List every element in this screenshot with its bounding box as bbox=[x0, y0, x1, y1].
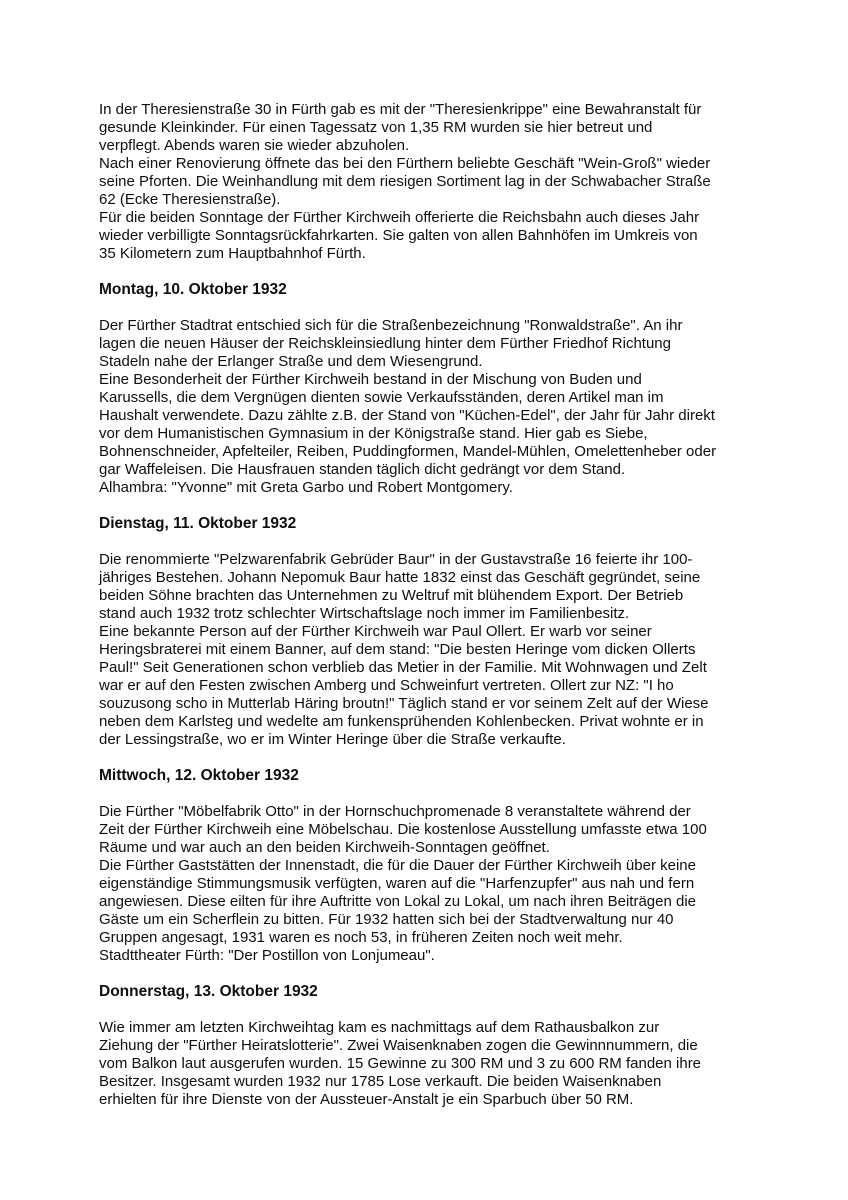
text-line: vom Balkon laut ausgerufen wurden. 15 Gewinne zu 300 RM und 3 zu 600 RM fanden ihre bbox=[99, 1055, 702, 1072]
text-line: neben dem Karlsteg und wedelte am funkensprühenden Kohlenbecken. Privat wohnte er in bbox=[99, 713, 704, 730]
section-heading: Montag, 10. Oktober 1932 bbox=[99, 281, 287, 298]
text-line: Karussells, die dem Vergnügen dienten sowie Verkaufsständen, deren Artikel man im bbox=[99, 389, 664, 406]
text-line: Die Fürther Gaststätten der Innenstadt, die für die Dauer der Fürther Kirchweih über keine bbox=[99, 857, 696, 874]
text-line: Zeit der Fürther Kirchweih eine Möbelschau. Die kostenlose Ausstellung umfasste etwa 100 bbox=[99, 821, 707, 838]
text-line: gesunde Kleinkinder. Für einen Tagessatz von 1,35 RM wurden sie hier betreut und bbox=[99, 119, 653, 136]
text-line: Räume und war auch an den beiden Kirchweih-Sonntagen geöffnet. bbox=[99, 839, 550, 856]
text-line: Wie immer am letzten Kirchweihtag kam es nachmittags auf dem Rathausbalkon zur bbox=[99, 1019, 660, 1036]
text-line: angewiesen. Diese eilten für ihre Auftritte von Lokal zu Lokal, um nach ihren Beiträgen die bbox=[99, 893, 697, 910]
text-line: Stadeln nahe der Erlanger Straße und dem Wiesengrund. bbox=[99, 353, 483, 370]
text-line: vor dem Humanistischen Gymnasium in der Königstraße stand. Hier gab es Siebe, bbox=[99, 425, 648, 442]
document-page bbox=[99, 101, 779, 1109]
text-line: wieder verbilligte Sonntagsrückfahrkarten. Sie galten von allen Bahnhöfen im Umkreis von bbox=[99, 227, 698, 244]
text-line: Besitzer. Insgesamt wurden 1932 nur 1785 Lose verkauft. Die beiden Waisenknaben bbox=[99, 1073, 662, 1090]
text-line: 35 Kilometern zum Hauptbahnhof Fürth. bbox=[99, 245, 366, 262]
text-line: Bohnenschneider, Apfelteiler, Reiben, Puddingformen, Mandel-Mühlen, Omelettenheber oder bbox=[99, 443, 717, 460]
text-line: lagen die neuen Häuser der Reichskleinsiedlung hinter dem Fürther Friedhof Richtung bbox=[99, 335, 671, 352]
text-line: verpflegt. Abends waren sie wieder abzuholen. bbox=[99, 137, 410, 154]
text-line: Alhambra: "Yvonne" mit Greta Garbo und Robert Montgomery. bbox=[99, 479, 513, 496]
text-line: Die renommierte "Pelzwarenfabrik Gebrüder Baur" in der Gustavstraße 16 feierte ihr 100- bbox=[99, 551, 693, 568]
text-line: erhielten für ihre Dienste von der Aussteuer-Anstalt je ein Sparbuch über 50 RM. bbox=[99, 1091, 634, 1108]
text-line: Für die beiden Sonntage der Fürther Kirchweih offerierte die Reichsbahn auch dieses Jahr bbox=[99, 209, 700, 226]
text-line: Die Fürther "Möbelfabrik Otto" in der Hornschuchpromenade 8 veranstaltete während der bbox=[99, 803, 691, 820]
text-line: seine Pforten. Die Weinhandlung mit dem riesigen Sortiment lag in der Schwabacher Straße bbox=[99, 173, 711, 190]
text-line: gar Waffeleisen. Die Hausfrauen standen täglich dicht gedrängt vor dem Stand. bbox=[99, 461, 626, 478]
text-line: 62 (Ecke Theresienstraße). bbox=[99, 191, 281, 208]
text-line: Gruppen angesagt, 1931 waren es noch 53, in früheren Zeiten noch weit mehr. bbox=[99, 929, 623, 946]
section-heading: Donnerstag, 13. Oktober 1932 bbox=[99, 983, 318, 1000]
section-heading: Mittwoch, 12. Oktober 1932 bbox=[99, 767, 299, 784]
text-line: Heringsbraterei mit einem Banner, auf dem stand: "Die besten Heringe vom dicken Ollerts bbox=[99, 641, 696, 658]
text-line: Paul!" Seit Generationen schon verblieb das Metier in der Familie. Mit Wohnwagen und Zelt bbox=[99, 659, 707, 676]
section-heading: Dienstag, 11. Oktober 1932 bbox=[99, 515, 297, 532]
text-line: Eine bekannte Person auf der Fürther Kirchweih war Paul Ollert. Er warb vor seiner bbox=[99, 623, 652, 640]
text-line: war er auf den Festen zwischen Amberg und Schweinfurt vertreten. Ollert zur NZ: "I ho bbox=[99, 677, 674, 694]
text-line: der Lessingstraße, wo er im Winter Heringe über die Straße verkaufte. bbox=[99, 731, 566, 748]
text-line: souzusong scho in Mutterlab Häring broutn!" Täglich stand er vor seinem Zelt auf der Wiese bbox=[99, 695, 709, 712]
text-line: Haushalt verwendete. Dazu zählte z.B. der Stand von "Küchen-Edel", der Jahr für Jahr direkt bbox=[99, 407, 715, 424]
text-line: Eine Besonderheit der Fürther Kirchweih bestand in der Mischung von Buden und bbox=[99, 371, 642, 388]
text-line: Gäste um ein Scherflein zu bitten. Für 1932 hatten sich bei der Stadtverwaltung nur 40 bbox=[99, 911, 674, 928]
text-line: In der Theresienstraße 30 in Fürth gab es mit der "Theresienkrippe" eine Bewahranstalt für bbox=[99, 101, 702, 118]
text-line: Ziehung der "Fürther Heiratslotterie". Zwei Waisenknaben zogen die Gewinnnummern, die bbox=[99, 1037, 698, 1054]
text-line: stand auch 1932 trotz schlechter Wirtschaftslage noch immer im Familienbesitz. bbox=[99, 605, 630, 622]
text-line: beiden Söhne brachten das Unternehmen zu Weltruf mit blühendem Export. Der Betrieb bbox=[99, 587, 684, 604]
text-line: Nach einer Renovierung öffnete das bei den Fürthern beliebte Geschäft "Wein-Groß" wieder bbox=[99, 155, 711, 172]
text-line: eigenständige Stimmungsmusik verfügten, waren auf die "Harfenzupfer" aus nah und fern bbox=[99, 875, 695, 892]
text-line: jähriges Bestehen. Johann Nepomuk Baur hatte 1832 einst das Geschäft gegründet, seine bbox=[99, 569, 701, 586]
text-line: Der Fürther Stadtrat entschied sich für die Straßenbezeichnung "Ronwaldstraße". An ihr bbox=[99, 317, 683, 334]
text-line: Stadttheater Fürth: "Der Postillon von Lonjumeau". bbox=[99, 947, 435, 964]
